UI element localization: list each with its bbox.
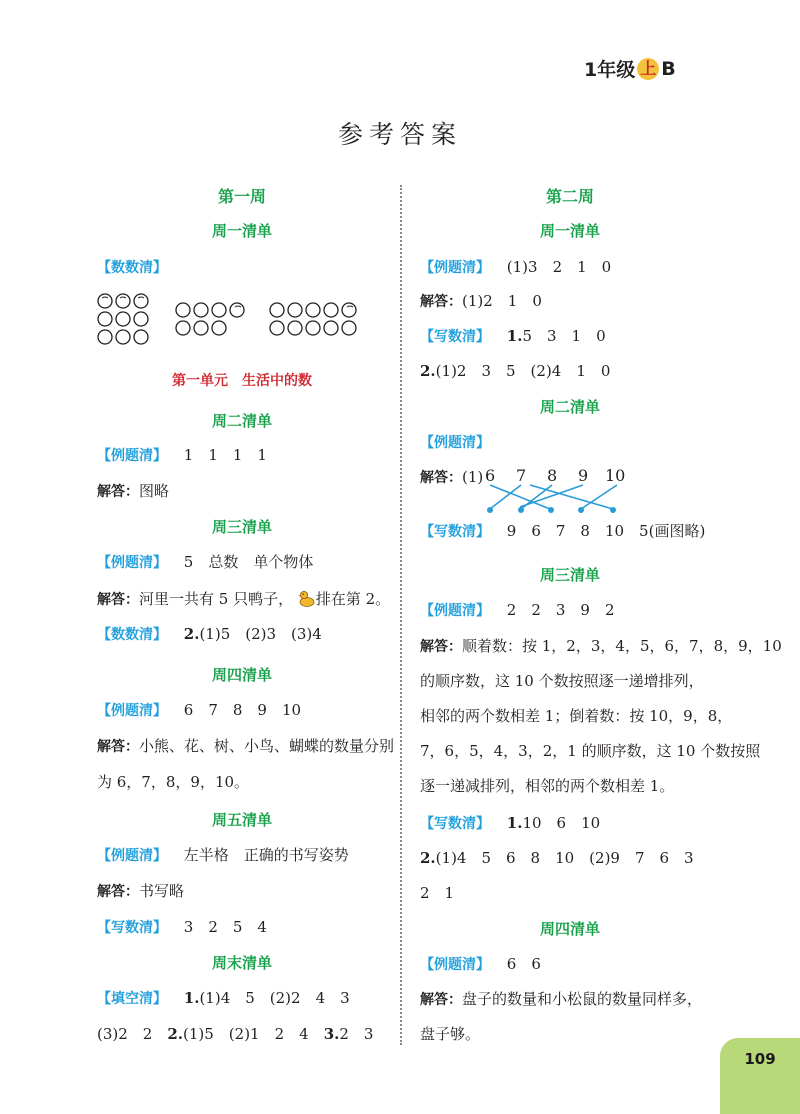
thursday-answer-line <box>420 989 702 1010</box>
answer-text: 2 2 3 9 2 <box>506 601 615 619</box>
section-tag: 【例题清】 <box>420 603 490 619</box>
wednesday-answer-line-3: 相邻的两个数相差 1；倒着数：按 10，9，8， <box>420 707 733 725</box>
counting-circles-figure <box>97 293 387 353</box>
match-dot <box>487 507 493 513</box>
question-number: 2. <box>420 849 436 867</box>
number-matching-diagram <box>485 465 645 517</box>
wednesday-example-line <box>97 552 313 573</box>
wednesday-write-line-2 <box>420 848 694 868</box>
answer-label: 解答： <box>420 639 462 655</box>
wednesday-heading: 周三清单 <box>539 566 600 584</box>
answer-text: 5 3 1 0 <box>522 327 606 345</box>
answer-text: (1)2 3 5 (2)4 1 0 <box>435 362 611 380</box>
match-dot <box>548 507 554 513</box>
match-dot <box>518 507 524 513</box>
answer-text: 6 6 <box>506 955 541 973</box>
question-number: 1. <box>183 989 200 1007</box>
answer-text: (1)5 (2)1 2 4 <box>183 1025 324 1043</box>
thursday-example-line <box>97 700 301 721</box>
grade-suffix: B <box>661 57 676 80</box>
monday-example-line <box>420 257 611 278</box>
section-tag: 【写数清】 <box>420 329 490 345</box>
question-number: 1. <box>506 327 523 345</box>
wednesday-heading: 周三清单 <box>211 518 272 536</box>
tuesday-heading: 周二清单 <box>211 412 272 430</box>
thursday-answer-line-2: 盘子够。 <box>420 1025 481 1043</box>
section-tag: 【例题清】 <box>420 957 490 973</box>
circle-group-1 <box>98 294 148 344</box>
answer-text: 6 7 8 9 10 <box>183 701 302 719</box>
answer-text: 河里一共有 5 只鸭子， <box>139 590 294 608</box>
monday-write-line <box>420 326 606 347</box>
wednesday-write-line-3: 2 1 <box>420 884 455 902</box>
wednesday-answer-line-2: 的顺序数，这 10 个数按照逐一递增排列， <box>420 672 704 690</box>
section-tag: 【写数清】 <box>420 524 490 540</box>
friday-write-line <box>97 917 267 938</box>
page-number-tab <box>720 1038 800 1114</box>
question-number: 1. <box>506 814 523 832</box>
wednesday-answer-line-5: 逐一递减排列，相邻的两个数相差 1。 <box>420 777 675 795</box>
answer-text: 1 1 1 1 <box>183 446 267 464</box>
answer-text: 左半格 正确的书写姿势 <box>183 846 349 864</box>
tuesday-heading: 周二清单 <box>539 398 600 416</box>
column-divider <box>400 185 402 1045</box>
page-title: 参考答案 <box>337 120 462 149</box>
question-number: 3. <box>323 1025 340 1043</box>
monday-heading: 周一清单 <box>539 222 600 240</box>
answer-text: (1)4 5 6 8 10 (2)9 7 6 3 <box>435 849 694 867</box>
page-number: 109 <box>744 1050 776 1068</box>
monday-answer-line <box>420 291 542 312</box>
tuesday-example-line <box>97 445 267 466</box>
answer-text: 9 6 7 8 10 5(画图略) <box>506 522 706 540</box>
section-tag: 【例题清】 <box>97 555 167 571</box>
answer-label: 解答： <box>97 484 139 500</box>
answer-text: 盘子的数量和小松鼠的数量同样多， <box>462 990 703 1008</box>
thursday-heading: 周四清单 <box>211 666 272 684</box>
answer-text: 3 2 5 4 <box>183 918 267 936</box>
answer-text: 2 3 <box>339 1025 374 1043</box>
wednesday-answer-line <box>97 588 390 610</box>
section-tag: 【例题清】 <box>97 848 167 864</box>
answer-text: 书写略 <box>139 882 185 900</box>
answer-text: (1)4 5 (2)2 4 3 <box>199 989 350 1007</box>
section-tag: 【数数清】 <box>97 260 167 276</box>
answer-label: 解答： <box>420 470 462 486</box>
monday-line <box>97 257 179 278</box>
grade-prefix: 1年级 <box>584 59 636 81</box>
answer-text: (1)2 1 0 <box>462 292 542 310</box>
answer-label: 解答： <box>420 992 462 1008</box>
match-line <box>520 485 583 507</box>
weekend-heading: 周末清单 <box>211 954 272 972</box>
answer-label: 解答： <box>97 739 139 755</box>
unit-one-title: 第一单元 生活中的数 <box>172 373 312 389</box>
diagram-number: 8 <box>547 466 558 485</box>
tuesday-write-line <box>420 521 705 542</box>
grade-mark-badge: 上 <box>637 58 659 80</box>
tuesday-answer-line <box>420 467 483 488</box>
thursday-example-line <box>420 954 541 975</box>
section-tag: 【填空清】 <box>97 991 167 1007</box>
answer-label: 解答： <box>420 294 462 310</box>
thursday-answer-line <box>97 736 394 757</box>
question-number: 2. <box>167 1025 184 1043</box>
match-dot <box>610 507 616 513</box>
grade-label <box>584 55 676 82</box>
answer-label: 解答： <box>97 884 139 900</box>
match-line <box>490 485 521 509</box>
answer-label: 解答： <box>97 592 139 608</box>
section-tag: 【写数清】 <box>420 816 490 832</box>
section-tag: 【例题清】 <box>97 448 167 464</box>
answer-text: (1) <box>462 468 484 486</box>
circle-group-2 <box>176 303 244 335</box>
match-dot <box>578 507 584 513</box>
friday-heading: 周五清单 <box>211 811 272 829</box>
diagram-number: 6 <box>485 466 496 485</box>
wednesday-write-line <box>420 813 600 834</box>
weekend-fill-line-2 <box>97 1024 373 1044</box>
question-number: 2. <box>420 362 436 380</box>
monday-heading: 周一清单 <box>211 222 272 240</box>
wednesday-example-line <box>420 600 615 621</box>
section-tag: 【例题清】 <box>420 260 490 276</box>
answer-text: 顺着数：按 1，2，3，4，5，6，7，8，9，10 <box>462 637 782 655</box>
answer-text: 10 6 10 <box>522 814 601 832</box>
section-tag: 【数数清】 <box>97 627 167 643</box>
week-two-heading: 第二周 <box>545 187 594 206</box>
weekend-fill-line <box>97 988 350 1009</box>
diagram-number: 10 <box>605 466 626 485</box>
duck-icon <box>298 588 316 608</box>
answer-text: 图略 <box>139 482 170 500</box>
thursday-heading: 周四清单 <box>539 920 600 938</box>
tuesday-example-line <box>420 432 502 453</box>
wednesday-answer-line-4: 7，6，5，4，3，2，1 的顺序数，这 10 个数按照 <box>420 742 761 760</box>
question-number: 2. <box>183 625 200 643</box>
wednesday-answer-line <box>420 636 782 657</box>
tuesday-answer-line <box>97 481 169 502</box>
monday-write-line-2 <box>420 361 610 381</box>
answer-text: 小熊、花、树、小鸟、蝴蝶的数量分别 <box>139 737 395 755</box>
thursday-answer-line-2: 为 6，7，8，9，10。 <box>97 773 250 791</box>
answer-text: (1)5 (2)3 (3)4 <box>199 625 322 643</box>
answer-text: 5 总数 单个物体 <box>183 553 314 571</box>
section-tag: 【例题清】 <box>420 435 490 451</box>
wednesday-count-line <box>97 624 322 645</box>
diagram-number: 9 <box>578 466 589 485</box>
answer-text: 排在第 2。 <box>315 590 391 608</box>
friday-example-line <box>97 845 349 866</box>
diagram-number: 7 <box>516 466 527 485</box>
section-tag: 【例题清】 <box>97 703 167 719</box>
answer-text: (1)3 2 1 0 <box>506 258 612 276</box>
week-one-heading: 第一周 <box>217 187 266 206</box>
friday-answer-line <box>97 881 184 902</box>
answer-text: (3)2 2 <box>97 1025 168 1043</box>
section-tag: 【写数清】 <box>97 920 167 936</box>
circle-group-3 <box>270 303 356 335</box>
